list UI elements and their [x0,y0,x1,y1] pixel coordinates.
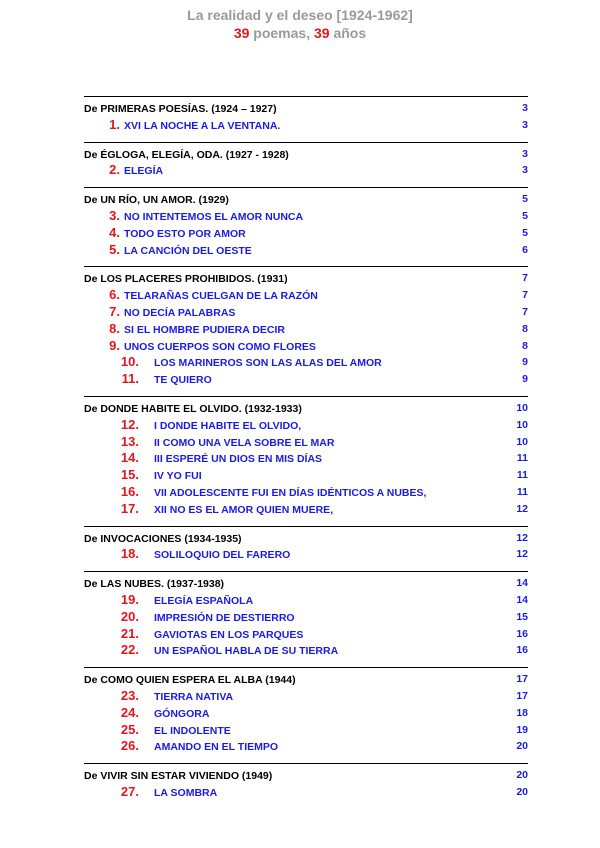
poem-number: 10. [120,354,139,370]
poem-number: 24. [120,704,139,720]
section-heading-row[interactable] [84,400,528,417]
poem-entry[interactable] [84,467,528,484]
poem-number: 7. [109,303,120,319]
poem-entry[interactable] [84,784,528,801]
poem-entry[interactable] [84,338,528,355]
section-title: De LOS PLACERES PROHIBIDOS. (1931) [84,273,288,286]
poem-entry[interactable] [84,705,528,722]
poem-title: NO DECÍA PALABRAS [124,306,236,319]
section-heading-row[interactable] [84,671,528,688]
poem-entry[interactable] [84,225,528,242]
poem-number: 9. [109,337,120,353]
document-title: La realidad y el deseo [1924-1962] [187,7,413,23]
poem-page-number: 18 [516,706,528,719]
years-label: años [329,25,367,41]
poem-entry[interactable] [84,371,528,388]
poem-number: 25. [120,721,139,737]
section-page-number: 7 [522,272,528,285]
poem-page-number: 11 [516,469,528,482]
poem-page-number: 5 [522,226,528,239]
poem-page-number: 9 [522,356,528,369]
toc-section [84,266,528,388]
section-heading-row[interactable] [84,767,528,784]
poem-title: I DONDE HABITE EL OLVIDO, [154,419,302,432]
poem-entry[interactable] [84,321,528,338]
poem-title: UN ESPAÑOL HABLA DE SU TIERRA [154,645,339,658]
poem-page-number: 8 [522,339,528,352]
section-page-number: 5 [522,193,528,206]
poem-entry[interactable] [84,117,528,134]
poem-title: IV YO FUI [154,470,202,483]
poem-page-number: 19 [516,723,528,736]
section-page-number: 20 [516,769,528,782]
poem-number: 13. [120,433,139,449]
poem-number: 3. [109,207,120,223]
poem-page-number: 3 [522,118,528,131]
poem-page-number: 12 [516,548,528,561]
section-page-number: 3 [522,147,528,160]
poem-page-number: 20 [516,740,528,753]
section-heading-row[interactable] [84,270,528,287]
toc-section [84,526,528,564]
poem-page-number: 14 [516,593,528,606]
poem-number: 15. [120,467,139,483]
poem-title: SOLILOQUIO DEL FARERO [154,549,291,562]
poem-number: 14. [120,450,139,466]
poem-entry[interactable] [84,501,528,518]
poem-title: TE QUIERO [154,374,212,387]
poem-entry[interactable] [84,738,528,755]
document-header [0,7,600,42]
section-title: De DONDE HABITE EL OLVIDO. (1932-1933) [84,402,302,415]
poem-title: IMPRESIÓN DE DESTIERRO [154,611,295,624]
poem-number: 21. [120,625,139,641]
poem-entry[interactable] [84,609,528,626]
section-page-number: 17 [516,673,528,686]
poem-page-number: 11 [516,485,528,498]
poem-page-number: 11 [516,452,528,465]
poem-title: LA CANCIÓN DEL OESTE [124,244,252,257]
toc-section [84,763,528,801]
poem-page-number: 20 [516,785,528,798]
poem-title: II COMO UNA VELA SOBRE EL MAR [154,436,335,449]
poem-title: UNOS CUERPOS SON COMO FLORES [124,340,316,353]
poem-number: 2. [109,162,120,178]
section-title: De VIVIR SIN ESTAR VIVIENDO (1949) [84,770,273,783]
poem-number: 12. [120,416,139,432]
poem-title: EL INDOLENTE [154,724,231,737]
poem-number: 11. [121,371,139,387]
poem-number: 27. [120,783,139,799]
poem-title: TODO ESTO POR AMOR [124,227,246,240]
poem-entry[interactable] [84,304,528,321]
poem-page-number: 10 [516,435,528,448]
poem-number: 26. [120,738,139,754]
poem-entry[interactable] [84,484,528,501]
poem-title: NO INTENTEMOS EL AMOR NUNCA [124,210,304,223]
poem-number: 16. [120,483,139,499]
poem-title: XII NO ES EL AMOR QUIEN MUERE, [154,503,334,516]
poem-entry[interactable] [84,626,528,643]
toc-section [84,142,528,180]
table-of-contents [84,96,528,801]
poem-entry[interactable] [84,162,528,179]
poem-entry[interactable] [84,688,528,705]
poem-page-number: 6 [522,243,528,256]
poem-title: III ESPERÉ UN DIOS EN MIS DÍAS [154,453,323,466]
poem-page-number: 5 [522,209,528,222]
section-page-number: 10 [516,401,528,414]
poem-entry[interactable] [84,450,528,467]
poem-page-number: 10 [516,418,528,431]
section-title: De COMO QUIEN ESPERA EL ALBA (1944) [84,674,296,687]
poem-page-number: 17 [516,689,528,702]
poem-title: ELEGÍA ESPAÑOLA [154,594,254,607]
poem-title: LOS MARINEROS SON LAS ALAS DEL AMOR [154,357,382,370]
toc-section [84,187,528,258]
poem-number: 20. [120,608,139,624]
poem-title: SI EL HOMBRE PUDIERA DECIR [124,323,286,336]
document-subtitle [0,24,600,42]
poem-title: GÓNGORA [154,707,210,720]
poem-title: XVI LA NOCHE A LA VENTANA. [124,119,281,132]
poem-entry[interactable] [84,354,528,371]
poem-page-number: 7 [522,289,528,302]
section-heading-row[interactable] [84,530,528,547]
poem-entry[interactable] [84,546,528,563]
poem-entry[interactable] [84,417,528,434]
poem-page-number: 15 [516,610,528,623]
section-page-number: 14 [516,577,528,590]
section-title: De INVOCACIONES (1934-1935) [84,532,242,545]
poem-number: 4. [109,224,120,240]
section-page-number: 12 [516,531,528,544]
section-page-number: 3 [522,102,528,114]
section-title: De UN RÍO, UN AMOR. (1929) [84,194,229,207]
poem-number: 5. [109,241,120,257]
section-heading-row[interactable] [84,575,528,592]
poem-number: 23. [120,687,139,703]
section-title: De PRIMERAS POESÍAS. (1924 – 1927) [84,103,277,115]
section-heading-row[interactable] [84,100,528,117]
poem-number: 17. [120,500,139,516]
poem-title: ELEGÍA [124,165,164,178]
poem-number: 18. [120,546,139,562]
poem-page-number: 16 [516,627,528,640]
poem-number: 19. [120,591,139,607]
poem-title: AMANDO EN EL TIEMPO [154,741,279,754]
section-title: De ÉGLOGA, ELEGÍA, ODA. (1927 - 1928) [84,148,289,161]
poem-page-number: 9 [522,373,528,386]
poem-page-number: 12 [516,502,528,515]
poem-title: TIERRA NATIVA [154,690,234,703]
poem-entry[interactable] [84,434,528,451]
poem-title: GAVIOTAS EN LOS PARQUES [154,628,304,641]
poem-entry[interactable] [84,287,528,304]
poem-entry[interactable] [84,722,528,739]
poem-count: 39 [233,25,250,41]
toc-section [84,96,528,134]
toc-section [84,571,528,659]
poem-number: 22. [120,642,139,658]
poem-page-number: 16 [516,644,528,657]
section-heading-row[interactable] [84,191,528,208]
poem-number: 6. [109,287,120,303]
poem-title: VII ADOLESCENTE FUI EN DÍAS IDÉNTICOS A NUBES, [154,486,427,499]
poem-entry[interactable] [84,642,528,659]
section-title: De LAS NUBES. (1937-1938) [84,578,225,591]
toc-section [84,396,528,518]
poem-number: 1. [109,116,120,132]
poem-page-number: 8 [522,322,528,335]
year-count: 39 [314,25,330,41]
poem-number: 8. [109,320,120,336]
poem-entry[interactable] [84,242,528,259]
poem-page-number: 3 [522,164,528,177]
poem-page-number: 7 [522,305,528,318]
poem-title: TELARAÑAS CUELGAN DE LA RAZÓN [124,290,318,303]
poem-title: LA SOMBRA [154,786,218,799]
poem-entry[interactable] [84,592,528,609]
section-heading-row[interactable] [84,146,528,163]
poems-label: poemas, [249,25,314,41]
poem-entry[interactable] [84,208,528,225]
toc-section [84,667,528,755]
